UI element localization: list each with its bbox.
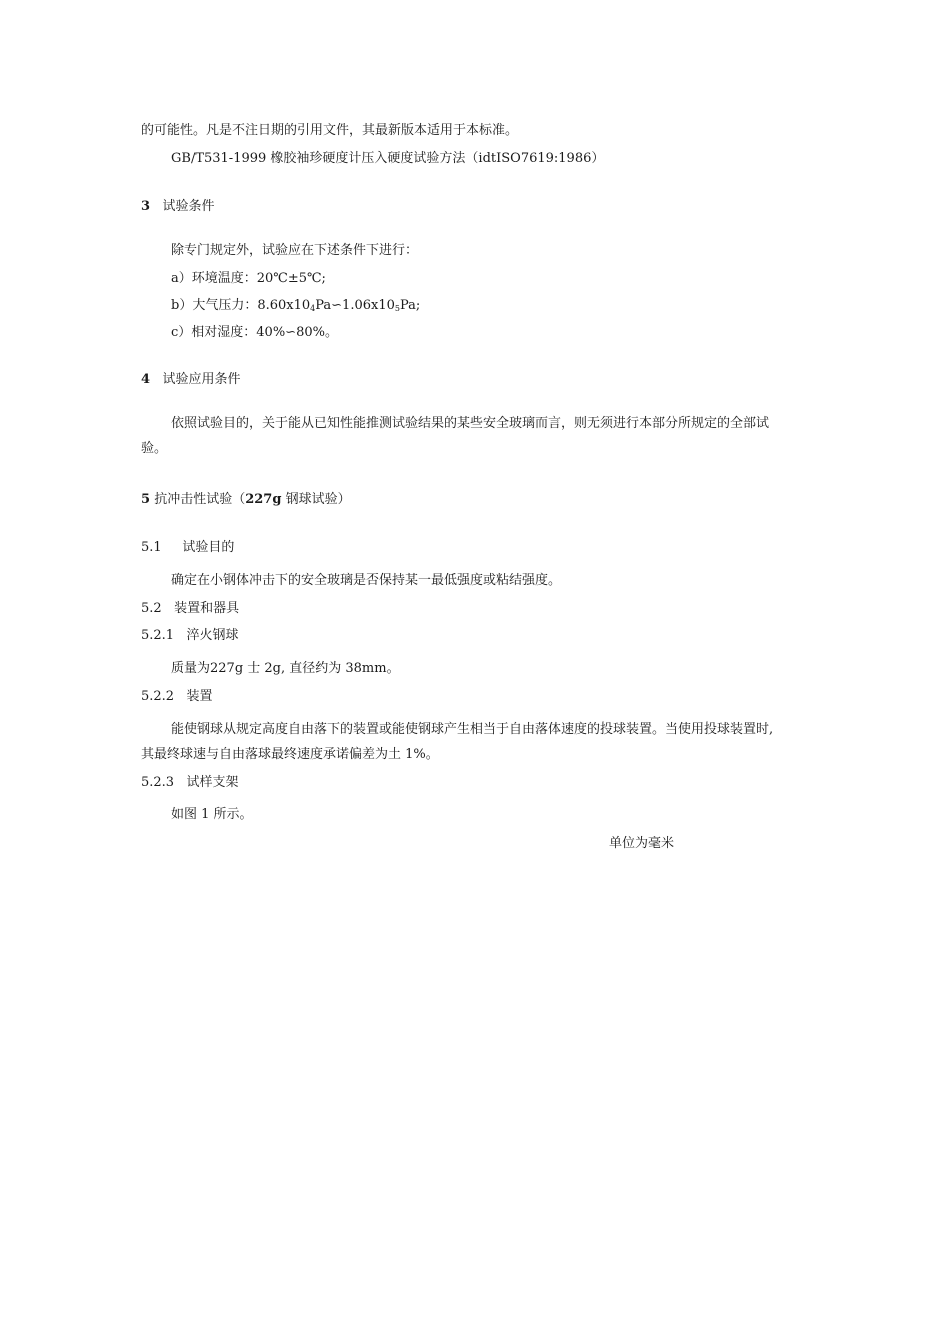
subsection-5-2-3-body: 如图 1 所示。 <box>171 807 253 822</box>
section-number: 5 <box>141 492 151 507</box>
section-number: 3 <box>141 199 151 214</box>
section-title-pre: 抗冲击性试验（ <box>154 492 246 507</box>
subsection-number: 5.2.2 <box>141 689 175 704</box>
section-5-heading <box>141 491 351 509</box>
intro-line: 的可能性。凡是不注日期的引用文件，其最新版本适用于本标准。 <box>141 123 519 138</box>
subsection-number: 5.2.1 <box>141 628 175 643</box>
subsection-5-2-heading <box>141 600 239 618</box>
item-b-exponent-2: 5 <box>394 304 400 313</box>
section-title: 试验条件 <box>162 199 215 214</box>
section-4-heading <box>141 371 240 389</box>
item-b-exponent-1: 4 <box>310 304 316 313</box>
section-4-body-line-1: 依照试验目的，关于能从已知性能推测试验结果的某些安全玻璃而言，则无须进行本部分所规定的全部试 <box>171 416 770 431</box>
subsection-5-1-heading <box>141 539 234 557</box>
list-item-c: c）相对湿度：40%∽80%。 <box>171 325 338 340</box>
subsection-5-2-1-heading <box>141 627 239 645</box>
list-item-b <box>171 297 420 318</box>
section-4-body-line-2: 验。 <box>141 441 168 456</box>
subsection-number: 5.1 <box>141 540 162 555</box>
subsection-5-2-2-body-line-1: 能使钢球从规定高度自由落下的装置或能使钢球产生相当于自由落体速度的投球装置。当使用投球装置时, <box>171 722 774 737</box>
section-title-bold: 227g <box>245 492 282 507</box>
unit-note: 单位为毫米 <box>609 836 675 851</box>
section-title-post: 钢球试验） <box>285 492 351 507</box>
section-3-heading <box>141 198 214 216</box>
list-item-a: a）环境温度：20℃±5℃; <box>171 271 326 286</box>
subsection-title: 试验目的 <box>182 540 235 555</box>
subsection-title: 装置 <box>186 689 213 704</box>
subsection-5-2-1-body: 质量为227g 士 2g, 直径约为 38mm。 <box>171 661 400 676</box>
section-3-lead: 除专门规定外，试验应在下述条件下进行： <box>171 243 419 258</box>
subsection-number: 5.2.3 <box>141 775 175 790</box>
item-b-middle: Pa∽1.06x10 <box>315 298 395 313</box>
section-title: 试验应用条件 <box>162 372 241 387</box>
normative-reference: GB/T531-1999 橡胶袖珍硬度计压入硬度试验方法（idtISO7619:1986） <box>171 151 605 166</box>
item-b-suffix: Pa; <box>399 298 421 313</box>
subsection-5-2-2-body-line-2: 其最终球速与自由落球最终速度承诺偏差为土 1%。 <box>141 747 439 762</box>
subsection-title: 装置和器具 <box>174 601 240 616</box>
subsection-number: 5.2 <box>141 601 162 616</box>
section-number: 4 <box>141 372 151 387</box>
item-b-prefix: b）大气压力：8.60x10 <box>171 298 311 313</box>
subsection-5-2-2-heading <box>141 688 213 706</box>
subsection-title: 试样支架 <box>186 775 239 790</box>
subsection-5-1-body: 确定在小钢体冲击下的安全玻璃是否保持某一最低强度或粘结强度。 <box>171 573 562 588</box>
subsection-5-2-3-heading <box>141 774 239 792</box>
subsection-title: 淬火钢球 <box>186 628 239 643</box>
